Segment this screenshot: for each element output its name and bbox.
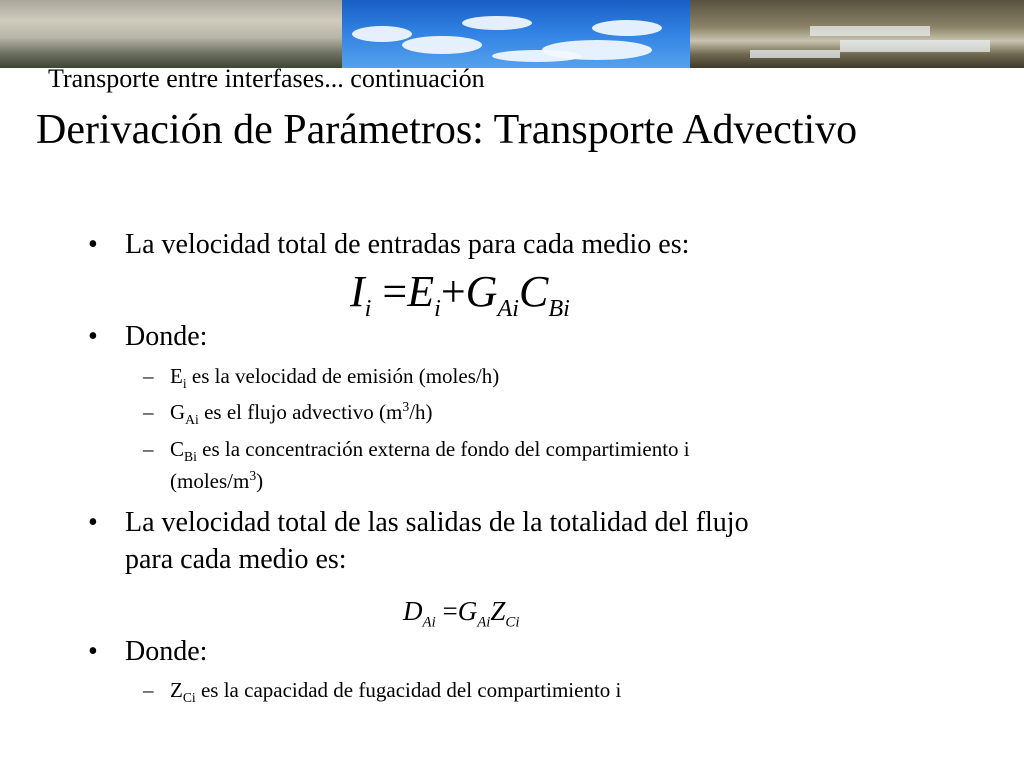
waterfall-photo — [690, 0, 1024, 68]
bullet-icon: • — [88, 321, 98, 352]
output-equation: $D_{Ai} =G_{Ai}Z_{Ci}$ — [403, 596, 520, 631]
bullet-icon: • — [88, 507, 98, 538]
landscape-photo — [0, 0, 342, 68]
header-banner — [0, 0, 1024, 68]
sky-clouds-photo — [342, 0, 690, 68]
dash-icon: – — [143, 364, 154, 388]
dash-icon: – — [143, 400, 154, 424]
dash-icon: – — [143, 678, 154, 702]
input-equation: $I_i =E_i+G_{Ai}C_{Bi}$ — [350, 267, 570, 322]
bullet-icon: • — [88, 229, 98, 260]
dash-icon: – — [143, 437, 154, 461]
slide-title: Derivación de Parámetros: Transporte Advectivo — [36, 107, 858, 153]
bullet-icon: • — [88, 636, 98, 667]
slide-subtitle: Transporte entre interfases... continuación — [48, 64, 485, 93]
